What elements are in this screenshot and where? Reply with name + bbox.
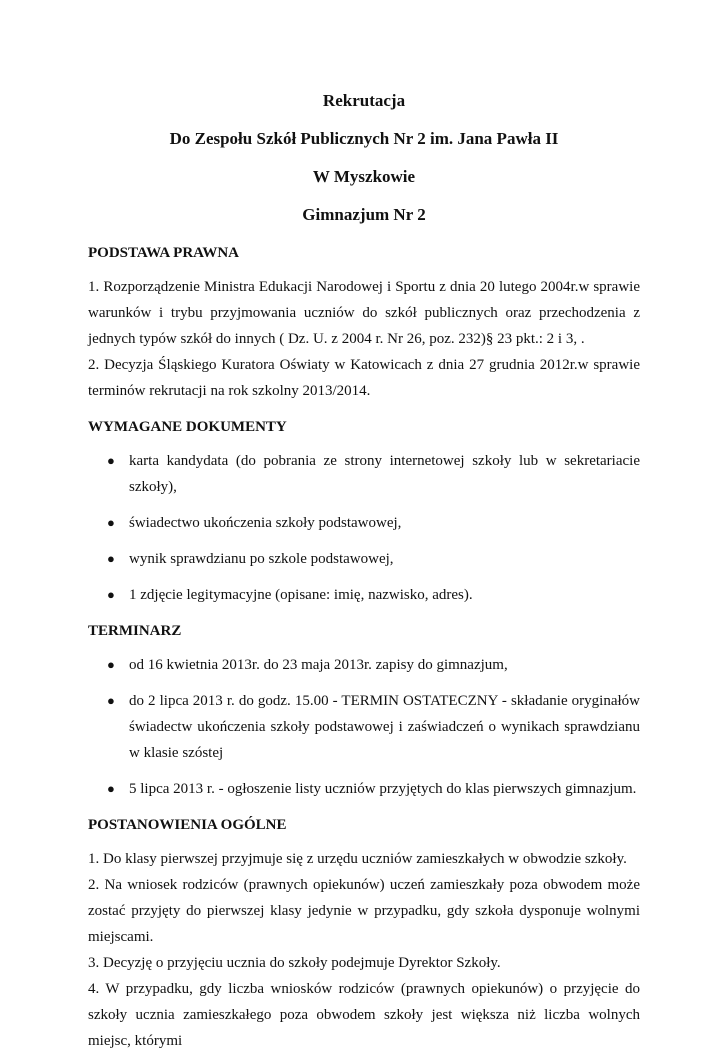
bullet-icon: ● xyxy=(107,453,115,468)
title-block xyxy=(88,88,640,228)
general-paragraph-3: 3. Decyzję o przyjęciu ucznia do szkoły podejmuje Dyrektor Szkoły. xyxy=(88,955,501,971)
bullet-icon: ● xyxy=(107,693,115,708)
list-item: ● 1 zdjęcie legitymacyjne (opisane: imię, nazwisko, adres). xyxy=(88,582,640,608)
bullet-icon: ● xyxy=(107,551,115,566)
general-paragraph-1: 1. Do klasy pierwszej przyjmuje się z urzędu uczniów zamieszkałych w obwodzie szkoły. xyxy=(88,851,627,867)
list-item: ● świadectwo ukończenia szkoły podstawowej, xyxy=(88,510,640,536)
document-page xyxy=(88,88,640,1054)
schedule-heading: TERMINARZ xyxy=(88,623,182,639)
general-paragraph-2: 2. Na wniosek rodziców (prawnych opiekunów) uczeń zamieszkały poza obwodem może zostać przyjęty do pierwszej klasy jedynie w przypadku, gdy szkoła dysponuje wolnymi miejscami. xyxy=(88,877,640,945)
schedule-list xyxy=(88,652,640,802)
list-item: ● 5 lipca 2013 r. - ogłoszenie listy uczniów przyjętych do klas pierwszych gimnazjum. xyxy=(88,776,640,802)
general-heading: POSTANOWIENIA OGÓLNE xyxy=(88,817,287,833)
bullet-icon: ● xyxy=(107,515,115,530)
list-item: ● do 2 lipca 2013 r. do godz. 15.00 - TERMIN OSTATECZNY - składanie oryginałów świadectw ukończenia szkoły podstawowej i zaświadczeń o wynikach sprawdzianu w klasie szóstej xyxy=(88,688,640,766)
bullet-icon: ● xyxy=(107,587,115,602)
title-line-4: Gimnazjum Nr 2 xyxy=(302,205,426,224)
legal-basis-heading: PODSTAWA PRAWNA xyxy=(88,245,239,261)
legal-basis-paragraph-1: 1. Rozporządzenie Ministra Edukacji Narodowej i Sportu z dnia 20 lutego 2004r.w sprawie warunków i trybu przyjmowania uczniów do szkół publicznych oraz przechodzenia z jednych typów szkół do innych ( Dz. U. z 2004 r. Nr 26, poz. 232)§ 23 pkt.: 2 i 3, . xyxy=(88,279,640,347)
general-paragraph-4: 4. W przypadku, gdy liczba wniosków rodziców (prawnych opiekunów) o przyjęcie do szkoły ucznia zamieszkałego poza obwodem szkoły jest większa niż liczba wolnych miejsc, którymi xyxy=(88,981,640,1049)
legal-basis-section xyxy=(88,240,640,404)
documents-heading: WYMAGANE DOKUMENTY xyxy=(88,419,287,435)
bullet-icon: ● xyxy=(107,781,115,796)
documents-section xyxy=(88,414,640,608)
list-item: ● od 16 kwietnia 2013r. do 23 maja 2013r. zapisy do gimnazjum, xyxy=(88,652,640,678)
list-item: ● wynik sprawdzianu po szkole podstawowej, xyxy=(88,546,640,572)
documents-list xyxy=(88,448,640,608)
title-line-1: Rekrutacja xyxy=(322,91,406,110)
title-line-2: Do Zespołu Szkół Publicznych Nr 2 im. Jana Pawła II xyxy=(169,129,559,148)
bullet-icon: ● xyxy=(107,657,115,672)
list-item: ● karta kandydata (do pobrania ze strony internetowej szkoły lub w sekretariacie szkoły), xyxy=(88,448,640,500)
schedule-section xyxy=(88,618,640,802)
legal-basis-paragraph-2: 2. Decyzja Śląskiego Kuratora Oświaty w Katowicach z dnia 27 grudnia 2012r.w sprawie terminów rekrutacji na rok szkolny 2013/2014. xyxy=(88,357,640,399)
title-line-3: W Myszkowie xyxy=(312,167,416,186)
general-section xyxy=(88,812,640,1054)
